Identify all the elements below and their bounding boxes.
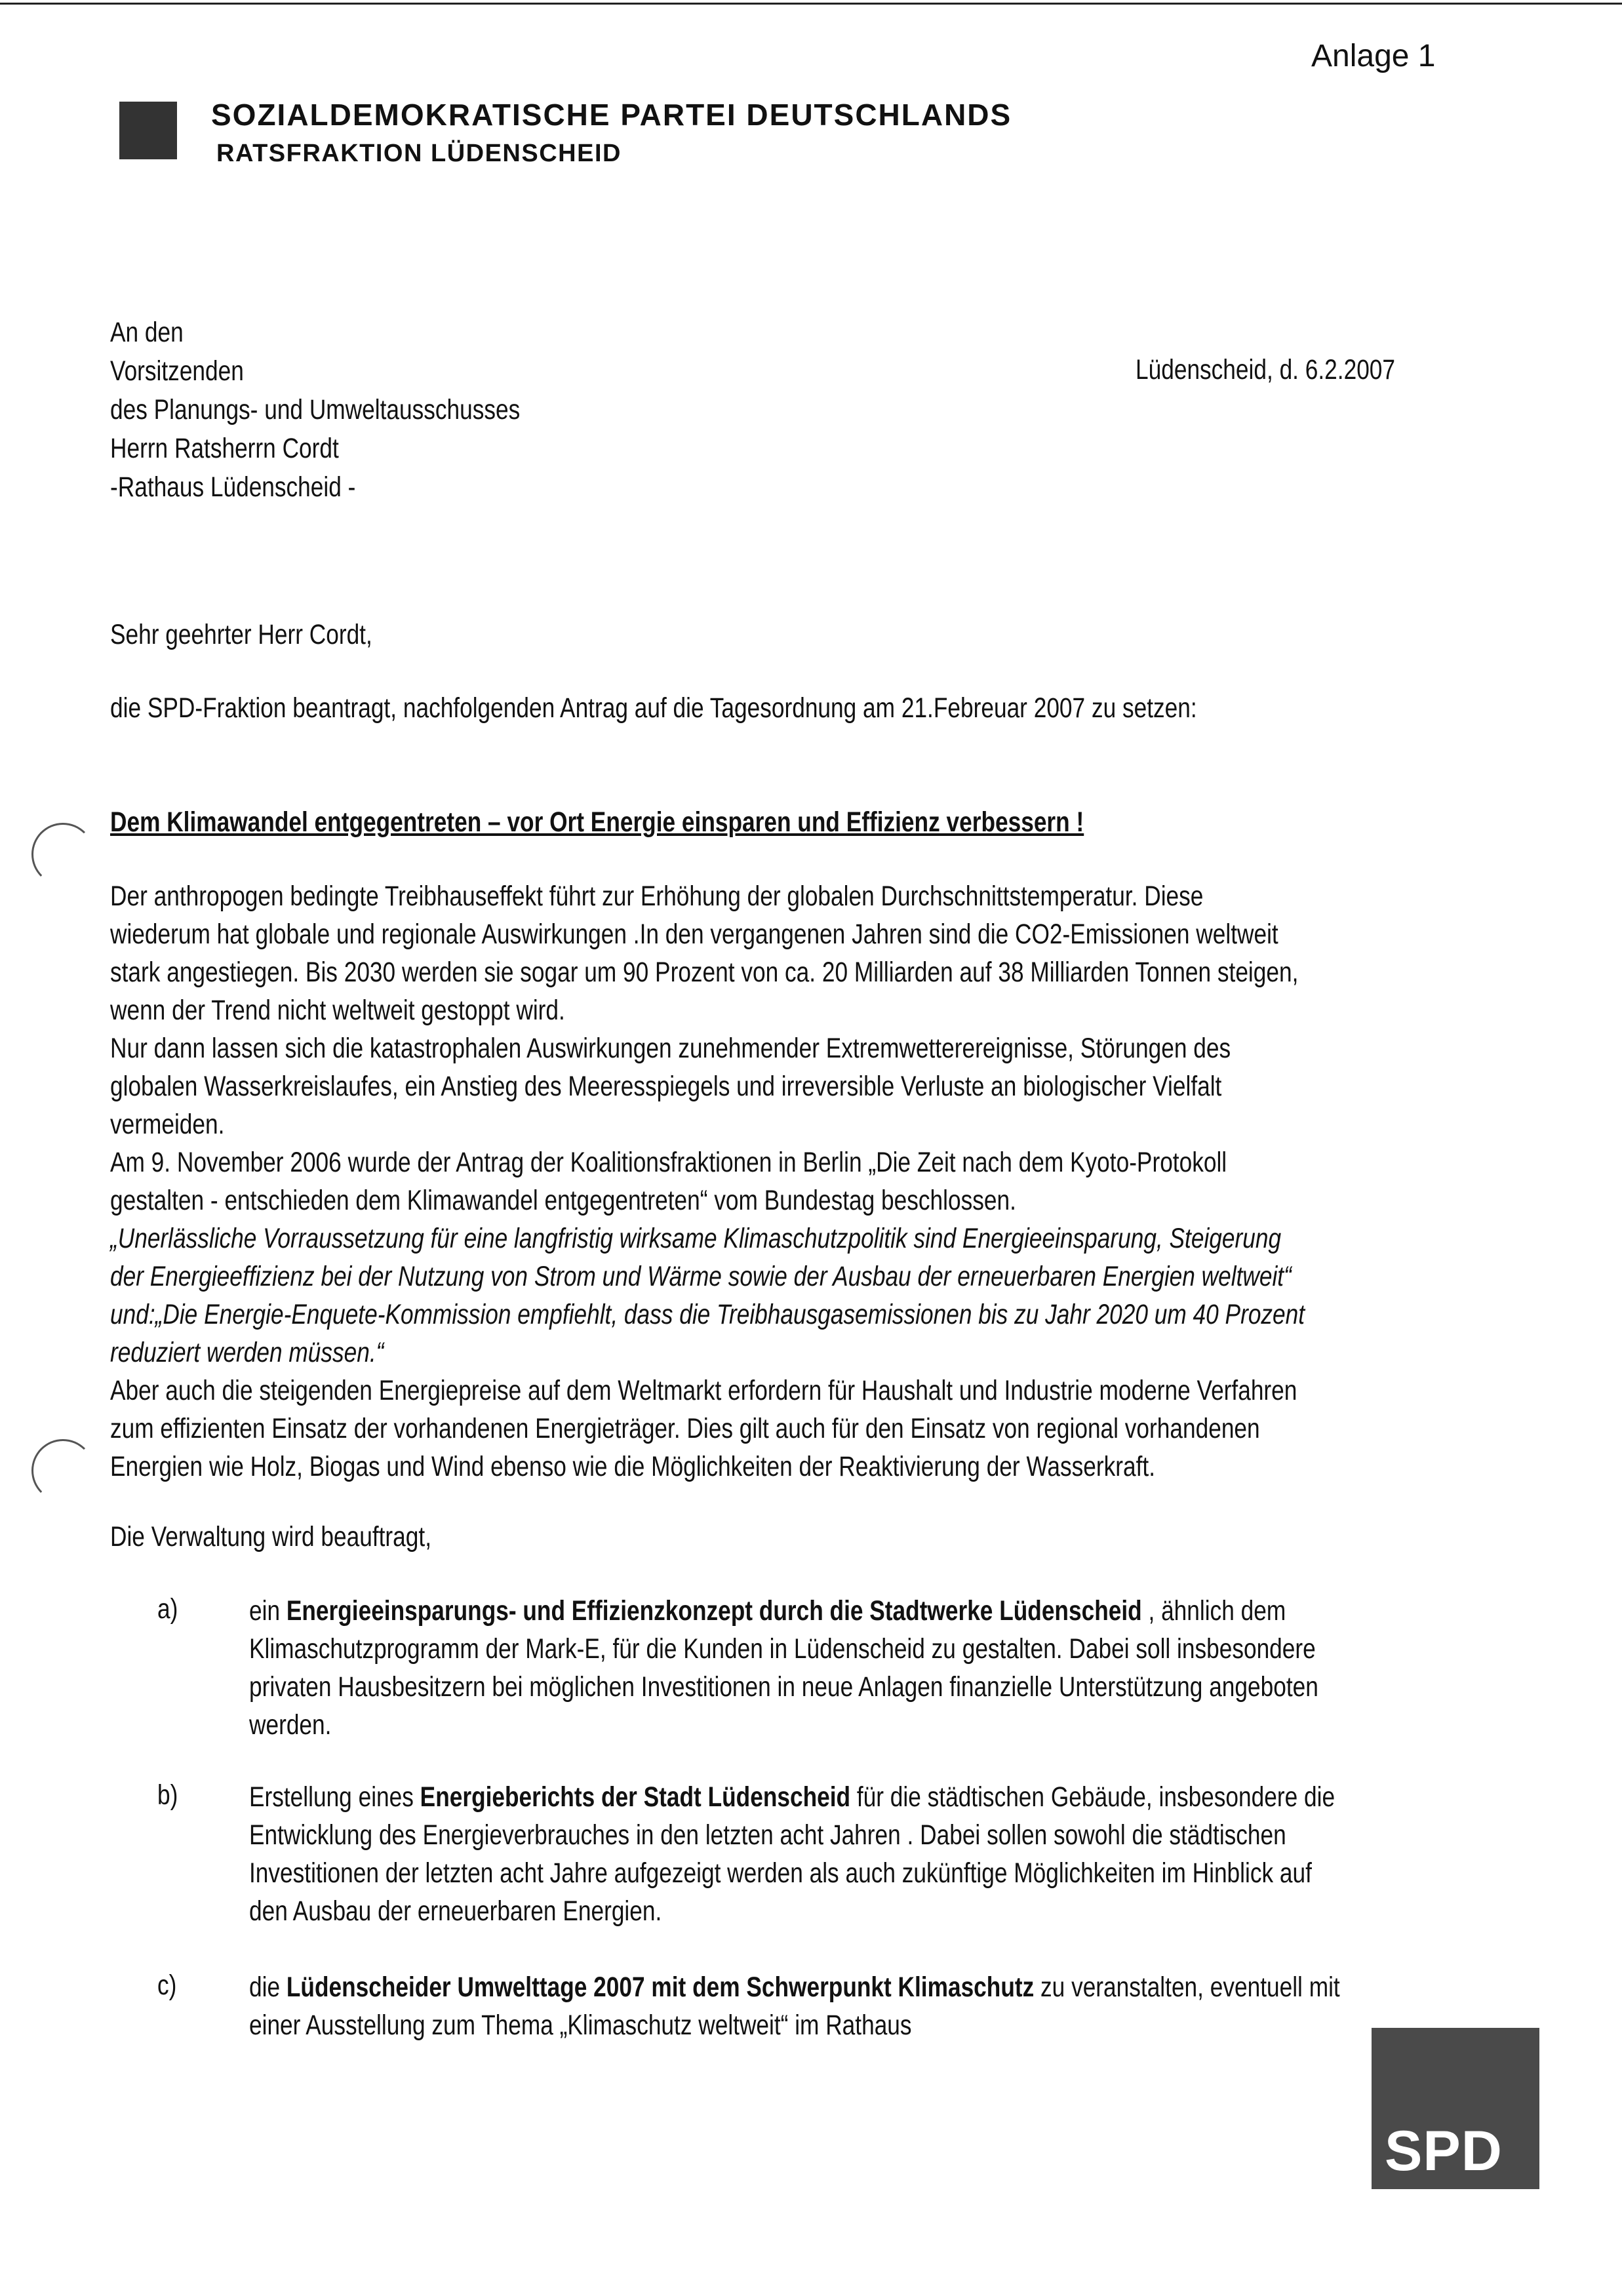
intro-paragraph: die SPD-Fraktion beantragt, nachfolgenden Antrag auf die Tagesordnung am 21.Febreuar 2007 zu setzen:	[110, 692, 1197, 724]
item-a	[249, 1592, 1318, 1744]
item-b-bold: Energieberichts der Stadt Lüdenscheid	[420, 1781, 851, 1813]
body-line: Der anthropogen bedingte Treibhauseffekt führt zur Erhöhung der globalen Durchschnittstemperatur. Diese	[110, 881, 1204, 912]
body-line: wenn der Trend nicht weltweit gestoppt wird.	[110, 995, 565, 1026]
body-line: Energien wie Holz, Biogas und Wind ebenso wie die Möglichkeiten der Reaktivierung der Wasserkraft.	[110, 1451, 1156, 1482]
quote-line: „Unerlässliche Vorraussetzung für eine langfristig wirksame Klimaschutzpolitik sind Energieeinsparung, Steigerung	[110, 1223, 1282, 1254]
item-c-pre: die	[249, 1971, 287, 2003]
punch-hole-mark	[31, 1439, 94, 1502]
item-a-pre: ein	[249, 1595, 287, 1627]
item-c-first-line	[249, 1968, 1340, 2006]
body-line: Nur dann lassen sich die katastrophalen Auswirkungen zunehmender Extremwetterereignisse, Störungen des	[110, 1033, 1231, 1064]
party-name: SOZIALDEMOKRATISCHE PARTEI DEUTSCHLANDS	[211, 98, 1012, 132]
item-a-line: werden.	[249, 1709, 332, 1741]
item-c-line: einer Ausstellung zum Thema „Klimaschutz weltweit“ im Rathaus	[249, 2009, 912, 2041]
item-b-line: Entwicklung des Energieverbrauches in den letzten acht Jahren . Dabei sollen sowohl die städtischen	[249, 1819, 1286, 1851]
quote-line: der Energieeffizienz bei der Nutzung von Strom und Wärme sowie der Ausbau der erneuerbaren Energien weltweit“	[110, 1261, 1292, 1292]
item-c	[249, 1968, 1340, 2044]
recipient-address	[110, 313, 520, 507]
body-line: gestalten - entschieden dem Klimawandel entgegentreten“ vom Bundestag beschlossen.	[110, 1185, 1016, 1216]
item-b-first-line	[249, 1778, 1335, 1816]
body-line: wiederum hat globale und regionale Auswirkungen .In den vergangenen Jahren sind die CO2-Emissionen weltweit	[110, 919, 1278, 950]
quote-line: und:„Die Energie-Enquete-Kommission empfiehlt, dass die Treibhausgasemissionen bis zu Jahr 2020 um 40 Prozent	[110, 1299, 1305, 1330]
item-b-label: b)	[157, 1779, 178, 1811]
body-line: Am 9. November 2006 wurde der Antrag der Koalitionsfraktionen in Berlin „Die Zeit nach dem Kyoto-Protokoll	[110, 1147, 1227, 1178]
body-line: Aber auch die steigenden Energiepreise auf dem Weltmarkt erfordern für Haushalt und Industrie moderne Verfahren	[110, 1375, 1297, 1406]
body-line: zum effizienten Einsatz der vorhandenen Energieträger. Dies gilt auch für den Einsatz von regional vorhandenen	[110, 1413, 1260, 1444]
item-c-post: zu veranstalten, eventuell mit	[1034, 1971, 1340, 2003]
item-c-label: c)	[157, 1969, 177, 2001]
recipient-line: Herrn Ratsherrn Cordt	[110, 433, 339, 464]
item-a-line: Klimaschutzprogramm der Mark-E, für die Kunden in Lüdenscheid zu gestalten. Dabei soll insbesondere	[249, 1633, 1316, 1665]
spd-logo-text: SPD	[1385, 2120, 1503, 2183]
body-line: globalen Wasserkreislaufes, ein Anstieg des Meeresspiegels und irreversible Verluste an biologischer Vielfalt	[110, 1071, 1222, 1102]
item-a-post: , ähnlich dem	[1141, 1595, 1286, 1627]
item-a-line: privaten Hausbesitzern bei möglichen Investitionen in neue Anlagen finanzielle Unterstützung angeboten	[249, 1671, 1318, 1703]
letter-date: Lüdenscheid, d. 6.2.2007	[1136, 354, 1396, 386]
body-paragraph	[110, 877, 1305, 1486]
item-b	[249, 1778, 1335, 1930]
item-b-line: Investitionen der letzten acht Jahre aufgezeigt werden als auch zukünftige Möglichkeiten im Hinblick auf	[249, 1857, 1312, 1889]
item-b-pre: Erstellung eines	[249, 1781, 420, 1813]
item-a-label: a)	[157, 1593, 178, 1625]
item-b-post: für die städtischen Gebäude, insbesondere die	[850, 1781, 1335, 1813]
faction-name: RATSFRAKTION LÜDENSCHEID	[216, 140, 622, 167]
item-b-line: den Ausbau der erneuerbaren Energien.	[249, 1895, 662, 1927]
quote-line: reduziert werden müssen.“	[110, 1337, 384, 1368]
letterhead-square-logo	[119, 102, 177, 159]
item-c-bold: Lüdenscheider Umwelttage 2007 mit dem Schwerpunkt Klimaschutz	[286, 1971, 1035, 2003]
body-line: stark angestiegen. Bis 2030 werden sie sogar um 90 Prozent von ca. 20 Milliarden auf 38 Milliarden Tonnen steigen,	[110, 957, 1299, 988]
motion-heading: Dem Klimawandel entgegentreten – vor Ort Energie einsparen und Effizienz verbessern !	[110, 806, 1084, 838]
item-a-first-line	[249, 1592, 1318, 1630]
recipient-line: -Rathaus Lüdenscheid -	[110, 471, 356, 503]
punch-hole-mark	[31, 823, 94, 886]
recipient-line: des Planungs- und Umweltausschusses	[110, 394, 521, 426]
recipient-line: An den	[110, 317, 184, 348]
item-a-bold: Energieeinsparungs- und Effizienzkonzept durch die Stadtwerke Lüdenscheid	[286, 1595, 1142, 1627]
salutation: Sehr geehrter Herr Cordt,	[110, 619, 372, 650]
annex-label: Anlage 1	[1311, 39, 1436, 73]
mandate-line: Die Verwaltung wird beauftragt,	[110, 1521, 432, 1553]
body-line: vermeiden.	[110, 1109, 225, 1140]
top-border-line	[0, 3, 1622, 5]
recipient-line: Vorsitzenden	[110, 355, 244, 387]
